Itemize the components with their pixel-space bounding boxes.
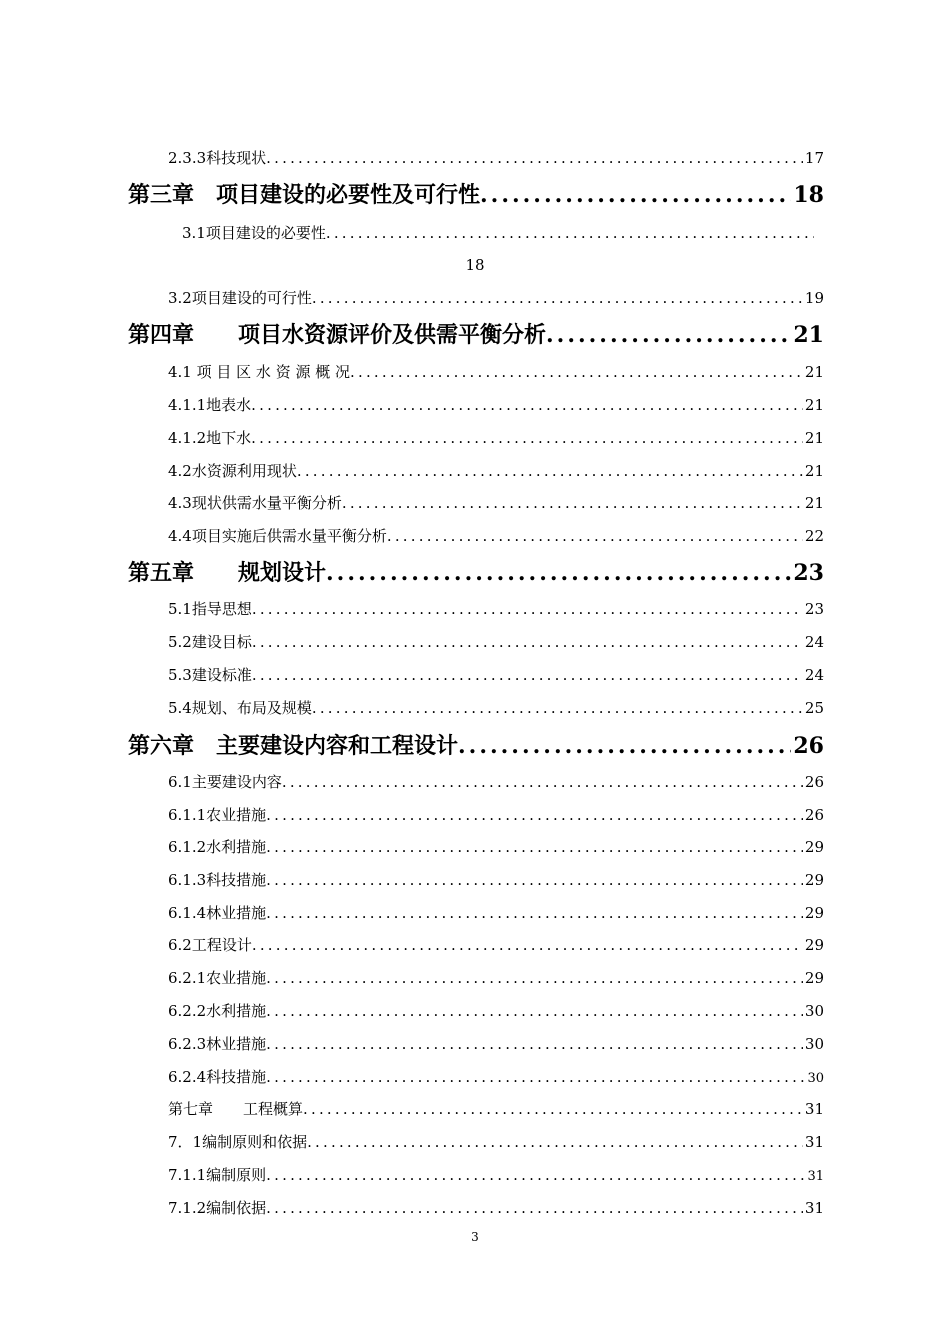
toc-entry-3-2[interactable]	[168, 287, 824, 309]
toc-entry-page: 19	[804, 289, 824, 307]
toc-entry-title: 7．1编制原则和依据	[168, 1133, 308, 1151]
leader-dots	[266, 1035, 803, 1053]
leader-dots	[252, 633, 803, 651]
toc-entry-title: 6.2工程设计	[168, 936, 252, 954]
toc-entry-page: 24	[804, 633, 824, 651]
leader-dots	[266, 904, 803, 922]
toc-entry-page: 18	[793, 182, 824, 208]
leader-dots	[252, 936, 803, 954]
toc-entry-page: 31	[804, 1199, 824, 1217]
toc-entry-page: 25	[804, 699, 824, 717]
toc-entry-page: 21	[804, 462, 824, 480]
leader-dots	[326, 560, 791, 586]
toc-entry-title: 6.1主要建设内容	[168, 773, 282, 791]
toc-entry-title: 7.1.1编制原则	[168, 1166, 267, 1184]
leader-dots	[546, 322, 791, 348]
toc-entry-6-2-3[interactable]	[168, 1033, 824, 1055]
toc-entry-6-2-4[interactable]	[168, 1066, 824, 1088]
toc-entry-page: 21	[793, 322, 824, 348]
toc-entry-title: 4.4项目实施后供需水量平衡分析	[168, 527, 387, 545]
leader-dots	[266, 1002, 803, 1020]
toc-entry-title: 6.2.3林业措施	[168, 1035, 267, 1053]
toc-entry-page: 21	[804, 429, 824, 447]
toc-entry-title: 第五章 规划设计	[128, 560, 327, 586]
toc-entry-4-1-1[interactable]	[168, 394, 824, 416]
toc-entry-5-1[interactable]	[168, 598, 824, 620]
toc-entry-title: 6.2.1农业措施	[168, 969, 267, 987]
toc-entry-4-1[interactable]	[168, 361, 824, 383]
leader-dots	[312, 699, 803, 717]
toc-entry-6-1-4[interactable]	[168, 902, 824, 924]
toc-entry-4-3[interactable]	[168, 492, 824, 514]
toc-entry-6-2-1[interactable]	[168, 967, 824, 989]
toc-entry-4-4[interactable]	[168, 525, 824, 547]
toc-entry-page: 31	[804, 1100, 824, 1118]
leader-dots	[480, 182, 791, 208]
toc-entry-6-1-2[interactable]	[168, 836, 824, 858]
toc-entry-title: 6.2.2水利措施	[168, 1002, 267, 1020]
toc-entry-6-1-1[interactable]	[168, 804, 824, 826]
toc-entry-title: 7.1.2编制依据	[168, 1199, 267, 1217]
leader-dots	[458, 733, 791, 759]
leader-dots	[342, 494, 803, 512]
toc-entry-title: 6.1.2水利措施	[168, 838, 267, 856]
leader-dots	[303, 1100, 803, 1118]
toc-entry-title: 第三章 项目建设的必要性及可行性	[128, 182, 481, 208]
toc-entry-page: 23	[804, 600, 824, 618]
toc-entry-page: 30	[804, 1035, 824, 1053]
leader-dots	[387, 527, 803, 545]
toc-entry-6-2-2[interactable]	[168, 1000, 824, 1022]
toc-entry-page: 29	[804, 904, 824, 922]
toc-entry-title: 3.2项目建设的可行性	[168, 289, 312, 307]
toc-chapter-6[interactable]	[128, 729, 824, 759]
toc-entry-6-1-3[interactable]	[168, 869, 824, 891]
toc-entry-7-1[interactable]	[168, 1131, 824, 1153]
toc-entry-title: 5.3建设标准	[168, 666, 252, 684]
toc-chapter-4[interactable]	[128, 318, 824, 348]
leader-dots	[350, 363, 803, 381]
toc-entry-page: 23	[793, 560, 824, 586]
leader-dots	[326, 224, 814, 242]
leader-dots	[266, 806, 803, 824]
toc-entry-page: 29	[804, 838, 824, 856]
leader-dots	[266, 1068, 805, 1086]
toc-entry-6-1[interactable]	[168, 771, 824, 793]
leader-dots	[252, 600, 803, 618]
toc-entry-page: 21	[804, 363, 824, 381]
leader-dots	[251, 429, 803, 447]
toc-entry-page: 21	[804, 396, 824, 414]
toc-entry-page: 29	[804, 871, 824, 889]
leader-dots	[312, 289, 803, 307]
toc-entry-5-4[interactable]	[168, 697, 824, 719]
leader-dots	[282, 773, 803, 791]
toc-entry-title: 6.1.4林业措施	[168, 904, 267, 922]
toc-entry-page: 26	[804, 806, 824, 824]
leader-dots	[307, 1133, 803, 1151]
leader-dots	[297, 462, 803, 480]
toc-entry-title: 2.3.3科技现状	[168, 149, 267, 167]
toc-entry-page: 31	[804, 1133, 824, 1151]
toc-entry-title: 5.4规划、布局及规模	[168, 699, 312, 717]
leader-dots	[266, 1166, 805, 1184]
toc-entry-page: 26	[804, 773, 824, 791]
leader-dots	[266, 1199, 803, 1217]
toc-entry-title: 第四章 项目水资源评价及供需平衡分析	[128, 322, 547, 348]
toc-entry-6-2[interactable]	[168, 934, 824, 956]
toc-entry-page: 31	[807, 1169, 824, 1184]
toc-entry-7-1-1[interactable]	[168, 1164, 824, 1186]
toc-entry-title: 3.1项目建设的必要性	[182, 224, 326, 242]
toc-entry-title: 第六章 主要建设内容和工程设计	[128, 733, 459, 759]
toc-entry-4-2[interactable]	[168, 460, 824, 482]
leader-dots	[266, 969, 803, 987]
toc-entry-title: 4.1 项 目 区 水 资 源 概 况	[168, 363, 351, 381]
toc-entry-title: 5.2建设目标	[168, 633, 252, 651]
page-number: 3	[471, 1230, 479, 1244]
toc-entry-5-3[interactable]	[168, 664, 824, 686]
toc-chapter-7[interactable]	[168, 1098, 824, 1120]
toc-entry-title: 4.1.2地下水	[168, 429, 252, 447]
toc-entry-3-1-page: 18	[465, 256, 485, 274]
toc-entry-title: 6.2.4科技措施	[168, 1068, 267, 1086]
toc-entry-page: 29	[804, 969, 824, 987]
toc-entry-7-1-2[interactable]	[168, 1197, 824, 1219]
toc-entry-page: 30	[804, 1002, 824, 1020]
leader-dots	[252, 666, 803, 684]
toc-entry-page: 24	[804, 666, 824, 684]
toc-entry-2-3-3[interactable]	[168, 147, 824, 169]
toc-entry-page: 29	[804, 936, 824, 954]
toc-entry-title: 6.1.3科技措施	[168, 871, 267, 889]
toc-entry-page: 30	[807, 1071, 824, 1086]
toc-entry-title: 4.2水资源利用现状	[168, 462, 297, 480]
leader-dots	[251, 396, 803, 414]
toc-entry-title: 4.1.1地表水	[168, 396, 252, 414]
toc-entry-page: 21	[804, 494, 824, 512]
toc-chapter-5[interactable]	[128, 556, 824, 586]
toc-entry-5-2[interactable]	[168, 631, 824, 653]
toc-entry-title: 第七章 工程概算	[168, 1100, 304, 1118]
toc-chapter-3[interactable]	[128, 178, 824, 208]
toc-entry-4-1-2[interactable]	[168, 427, 824, 449]
toc-entry-title: 4.3现状供需水量平衡分析	[168, 494, 342, 512]
leader-dots	[266, 871, 803, 889]
toc-entry-page: 22	[804, 527, 824, 545]
toc-entry-page: 17	[804, 149, 824, 167]
toc-entry-title: 5.1指导思想	[168, 600, 252, 618]
toc-entry-3-1[interactable]	[182, 222, 816, 244]
toc-entry-title: 6.1.1农业措施	[168, 806, 267, 824]
toc-entry-page: 26	[793, 733, 824, 759]
leader-dots	[266, 149, 803, 167]
leader-dots	[266, 838, 803, 856]
